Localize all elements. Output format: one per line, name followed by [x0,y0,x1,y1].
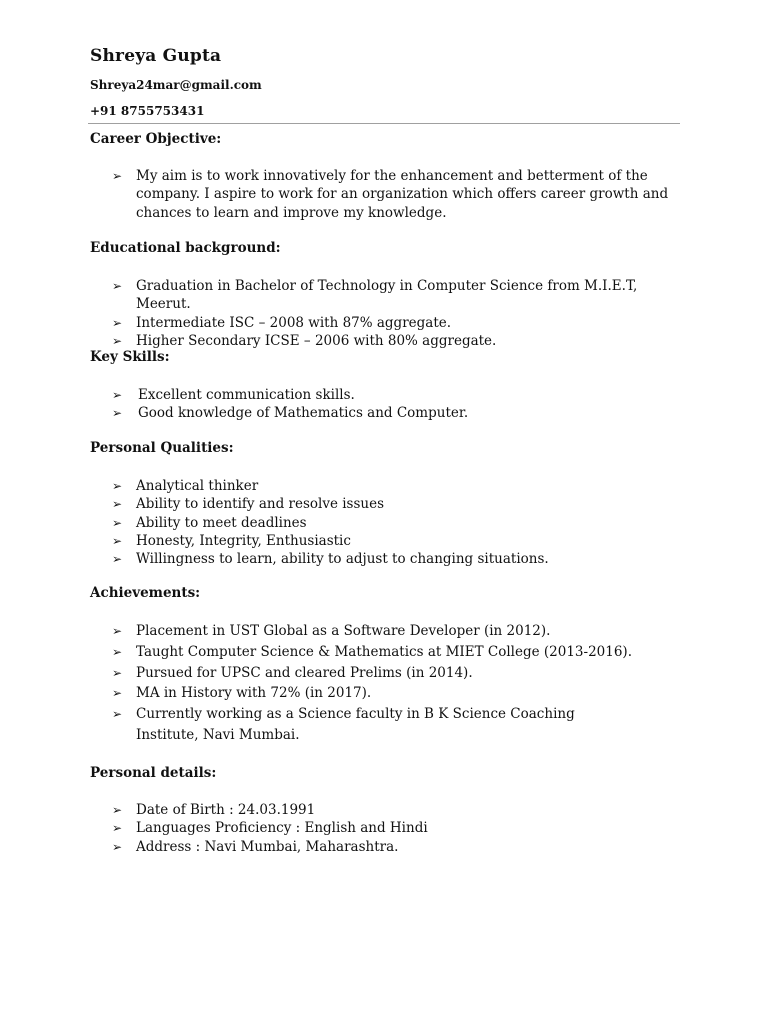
header-divider [88,123,680,124]
bullet-arrow-icon: ➢ [112,497,123,512]
personal-details-list [112,801,682,856]
candidate-name: Shreya Gupta [90,46,222,66]
section-title-education: Educational background: [90,240,281,256]
list-item: ➢ Good knowledge of Mathematics and Computer. [112,405,469,422]
section-title-career-objective: Career Objective: [90,131,222,147]
bullet-arrow-icon: ➢ [112,803,123,817]
list-item: ➢ Intermediate ISC – 2008 with 87% aggregate. [112,314,452,331]
personal-qualities-list [112,477,682,568]
list-item: ➢ Currently working as a Science faculty in B K Science Coaching Institute, Navi Mumbai. [112,706,575,743]
education-list [112,277,682,350]
bullet-arrow-icon: ➢ [112,686,123,701]
list-item: ➢ MA in History with 72% (in 2017). [112,683,632,704]
bullet-arrow-icon: ➢ [112,533,123,548]
list-item: ➢ Excellent communication skills. [112,387,355,403]
list-item: ➢ Address : Navi Mumbai, Maharashtra. [112,838,399,855]
bullet-arrow-icon: ➢ [112,315,123,330]
list-item: ➢ Date of Birth : 24.03.1991 [112,802,316,818]
achievements-list [112,621,632,746]
bullet-arrow-icon: ➢ [112,406,123,421]
bullet-arrow-icon: ➢ [112,839,123,854]
list-item: ➢ Pursued for UPSC and cleared Prelims (in 2014). [112,663,632,684]
section-title-personal-qualities: Personal Qualities: [90,440,234,456]
list-item: ➢ Ability to meet deadlines [112,514,307,531]
list-item: ➢ Graduation in Bachelor of Technology in Computer Science from M.I.E.T, Meerut. [112,278,638,313]
bullet-arrow-icon: ➢ [112,707,123,722]
section-title-key-skills: Key Skills: [90,349,170,365]
list-item: ➢ Analytical thinker [112,478,259,494]
bullet-arrow-icon: ➢ [112,624,123,638]
section-title-achievements: Achievements: [90,585,201,601]
list-item: ➢ My aim is to work innovatively for the enhancement and betterment of the company. I aspire to work for an organization which offers career growth and chances to learn and improve my knowledge. [112,168,669,221]
list-item: ➢ Languages Proficiency : English and Hindi [112,820,428,837]
bullet-arrow-icon: ➢ [112,279,123,293]
bullet-arrow-icon: ➢ [112,479,123,493]
bullet-arrow-icon: ➢ [112,333,123,348]
bullet-arrow-icon: ➢ [112,388,123,402]
list-item: ➢ Ability to identify and resolve issues [112,496,385,513]
phone-number: +91 8755753431 [90,104,205,118]
bullet-arrow-icon: ➢ [112,821,123,836]
section-title-personal-details: Personal details: [90,765,217,781]
bullet-arrow-icon: ➢ [112,644,123,659]
email-address: Shreya24mar@gmail.com [90,78,262,92]
list-item: ➢ Placement in UST Global as a Software Developer (in 2012). [112,621,632,642]
bullet-arrow-icon: ➢ [112,552,123,567]
bullet-arrow-icon: ➢ [112,515,123,530]
list-item: ➢ Higher Secondary ICSE – 2006 with 80% aggregate. [112,332,497,349]
list-item: ➢ Honesty, Integrity, Enthusiastic [112,532,351,549]
key-skills-list [112,386,682,423]
bullet-arrow-icon: ➢ [112,169,123,183]
bullet-arrow-icon: ➢ [112,665,123,680]
career-objective-list [112,167,680,222]
list-item: ➢ Taught Computer Science & Mathematics at MIET College (2013-2016). [112,642,632,663]
list-item: ➢ Willingness to learn, ability to adjust to changing situations. [112,551,549,568]
